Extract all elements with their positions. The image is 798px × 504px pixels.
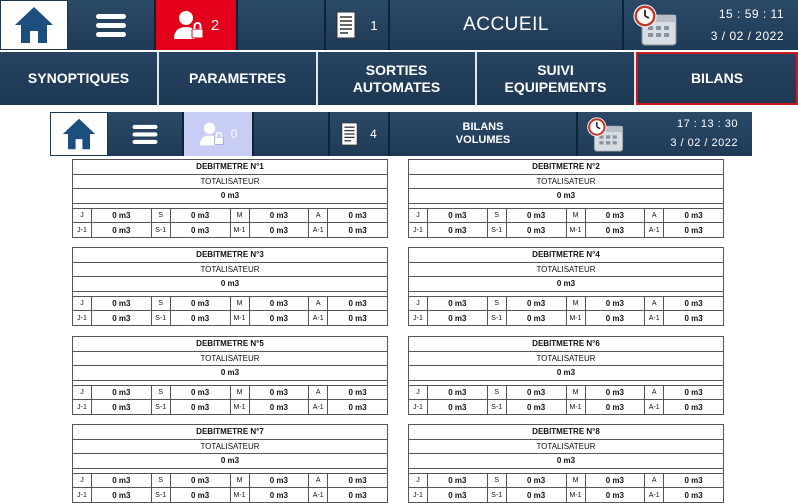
period-row bbox=[409, 488, 723, 502]
period-value: 0 m3 bbox=[250, 474, 310, 487]
period-value: 0 m3 bbox=[250, 209, 310, 222]
totalizer-value: 0 m3 bbox=[409, 366, 723, 381]
period-value: 0 m3 bbox=[92, 311, 152, 325]
period-value: 0 m3 bbox=[348, 313, 367, 323]
period-value: 0 m3 bbox=[428, 297, 488, 310]
period-label: M-1 bbox=[567, 223, 586, 237]
period-label: M bbox=[567, 386, 586, 399]
period-row bbox=[409, 311, 723, 325]
user-lock-icon bbox=[199, 120, 225, 148]
period-value: 0 m3 bbox=[348, 388, 367, 397]
period-value: 0 m3 bbox=[586, 386, 646, 399]
flowmeter-panel bbox=[408, 424, 724, 503]
flowmeter-panel bbox=[408, 336, 724, 415]
period-value: 0 m3 bbox=[507, 400, 567, 414]
period-value: 0 m3 bbox=[507, 223, 567, 237]
period-label: J-1 bbox=[73, 223, 92, 237]
period-label: S bbox=[152, 297, 171, 310]
period-value: 0 m3 bbox=[586, 297, 646, 310]
period-value: 0 m3 bbox=[684, 476, 703, 485]
period-row bbox=[73, 474, 387, 488]
period-value: 0 m3 bbox=[586, 311, 646, 325]
period-label: J bbox=[409, 209, 428, 222]
period-value: 0 m3 bbox=[586, 474, 646, 487]
user-lock-icon bbox=[173, 9, 205, 41]
alarm-button[interactable] bbox=[156, 0, 238, 50]
period-value: 0 m3 bbox=[348, 476, 367, 485]
flowmeter-title: DEBITMETRE N°8 bbox=[409, 425, 723, 440]
period-value: 0 m3 bbox=[684, 402, 703, 412]
period-label: A-1 bbox=[309, 223, 328, 237]
menu-button[interactable] bbox=[68, 0, 156, 50]
period-label: J bbox=[409, 474, 428, 487]
period-row bbox=[73, 311, 387, 325]
period-label: A bbox=[645, 297, 664, 310]
period-value: 0 m3 bbox=[171, 488, 231, 502]
period-value: 0 m3 bbox=[348, 211, 367, 220]
period-value: 0 m3 bbox=[171, 223, 231, 237]
sub-clock-date: 3 / 02 / 2022 bbox=[670, 137, 738, 149]
totalizer-label: TOTALISATEUR bbox=[73, 263, 387, 277]
alarm-count: 2 bbox=[210, 16, 220, 34]
period-label: A bbox=[309, 386, 328, 399]
totalizer-value: 0 m3 bbox=[409, 454, 723, 469]
period-label: S bbox=[488, 209, 507, 222]
period-label: J bbox=[409, 386, 428, 399]
period-value: 0 m3 bbox=[507, 386, 567, 399]
totalizer-label: TOTALISATEUR bbox=[409, 263, 723, 277]
sub-journal-count: 4 bbox=[370, 127, 377, 141]
main-navigation bbox=[0, 52, 798, 105]
period-label: M-1 bbox=[231, 488, 250, 502]
period-value: 0 m3 bbox=[684, 299, 703, 308]
period-value: 0 m3 bbox=[171, 400, 231, 414]
period-value: 0 m3 bbox=[684, 490, 703, 500]
nav-parametres[interactable]: PARAMETRES bbox=[159, 52, 318, 105]
period-row bbox=[73, 223, 387, 237]
period-label: J bbox=[73, 209, 92, 222]
period-value: 0 m3 bbox=[348, 402, 367, 412]
flowmeter-title: DEBITMETRE N°3 bbox=[73, 248, 387, 263]
sub-home-button[interactable] bbox=[50, 112, 108, 156]
totalizer-label: TOTALISATEUR bbox=[409, 440, 723, 454]
period-row bbox=[73, 209, 387, 223]
period-value: 0 m3 bbox=[171, 386, 231, 399]
period-value: 0 m3 bbox=[171, 297, 231, 310]
home-button[interactable] bbox=[0, 0, 68, 50]
period-label: A bbox=[645, 209, 664, 222]
period-label: J-1 bbox=[73, 400, 92, 414]
period-value: 0 m3 bbox=[348, 490, 367, 500]
period-value: 0 m3 bbox=[507, 474, 567, 487]
period-label: S bbox=[152, 386, 171, 399]
totalizer-value: 0 m3 bbox=[409, 277, 723, 292]
sub-alarm-button[interactable] bbox=[184, 112, 254, 156]
sub-blank-cell bbox=[254, 112, 330, 156]
period-label: M bbox=[231, 386, 250, 399]
period-value: 0 m3 bbox=[684, 313, 703, 323]
period-label: S-1 bbox=[152, 311, 171, 325]
period-label: S bbox=[152, 209, 171, 222]
period-value: 0 m3 bbox=[92, 400, 152, 414]
clock-calendar-icon bbox=[632, 3, 680, 47]
flowmeter-panel bbox=[72, 159, 388, 238]
period-label: M bbox=[231, 209, 250, 222]
period-label: M bbox=[567, 474, 586, 487]
period-value: 0 m3 bbox=[171, 311, 231, 325]
period-label: J bbox=[73, 297, 92, 310]
period-value: 0 m3 bbox=[250, 386, 310, 399]
period-value: 0 m3 bbox=[586, 209, 646, 222]
period-label: M bbox=[231, 297, 250, 310]
document-icon bbox=[341, 122, 358, 146]
period-label: A bbox=[309, 297, 328, 310]
period-value: 0 m3 bbox=[507, 488, 567, 502]
period-value: 0 m3 bbox=[348, 225, 367, 235]
period-label: M-1 bbox=[231, 311, 250, 325]
period-value: 0 m3 bbox=[428, 386, 488, 399]
flowmeter-title: DEBITMETRE N°1 bbox=[73, 160, 387, 175]
home-icon bbox=[13, 5, 55, 45]
flowmeter-title: DEBITMETRE N°4 bbox=[409, 248, 723, 263]
period-value: 0 m3 bbox=[92, 223, 152, 237]
nav-bilans[interactable]: BILANS bbox=[636, 52, 798, 105]
flowmeter-panel bbox=[72, 247, 388, 326]
totalizer-value: 0 m3 bbox=[73, 366, 387, 381]
totalizer-value: 0 m3 bbox=[73, 454, 387, 469]
period-label: M-1 bbox=[567, 488, 586, 502]
period-value: 0 m3 bbox=[586, 400, 646, 414]
period-label: S bbox=[488, 297, 507, 310]
period-label: A-1 bbox=[309, 400, 328, 414]
journal-button[interactable] bbox=[326, 0, 390, 50]
sub-alarm-count: 0 bbox=[230, 127, 238, 141]
period-value: 0 m3 bbox=[250, 223, 310, 237]
sub-clock-panel bbox=[578, 112, 752, 156]
period-value: 0 m3 bbox=[428, 488, 488, 502]
clock-panel bbox=[624, 0, 798, 50]
clock-date: 3 / 02 / 2022 bbox=[710, 29, 784, 43]
period-value: 0 m3 bbox=[507, 311, 567, 325]
clock-time: 15 : 59 : 11 bbox=[718, 7, 784, 21]
period-row bbox=[73, 488, 387, 502]
totalizer-value: 0 m3 bbox=[73, 277, 387, 292]
period-row bbox=[409, 209, 723, 223]
period-value: 0 m3 bbox=[684, 211, 703, 220]
totalizer-label: TOTALISATEUR bbox=[73, 175, 387, 189]
period-label: A bbox=[645, 386, 664, 399]
period-label: A-1 bbox=[645, 400, 664, 414]
period-row bbox=[409, 223, 723, 237]
period-value: 0 m3 bbox=[250, 400, 310, 414]
period-label: S-1 bbox=[488, 223, 507, 237]
period-value: 0 m3 bbox=[428, 311, 488, 325]
nav-sorties-automates[interactable]: SORTIES AUTOMATES bbox=[318, 52, 477, 105]
period-label: M bbox=[231, 474, 250, 487]
period-label: M-1 bbox=[567, 400, 586, 414]
period-value: 0 m3 bbox=[507, 297, 567, 310]
period-label: S bbox=[488, 474, 507, 487]
period-label: S-1 bbox=[152, 488, 171, 502]
flowmeter-title: DEBITMETRE N°2 bbox=[409, 160, 723, 175]
flowmeter-title: DEBITMETRE N°6 bbox=[409, 337, 723, 352]
nav-synoptiques[interactable]: SYNOPTIQUES bbox=[0, 52, 159, 105]
period-label: J-1 bbox=[409, 311, 428, 325]
period-label: J-1 bbox=[409, 223, 428, 237]
period-label: M-1 bbox=[231, 400, 250, 414]
period-label: A-1 bbox=[309, 311, 328, 325]
period-row bbox=[73, 386, 387, 400]
sub-clock-time: 17 : 13 : 30 bbox=[676, 118, 738, 130]
period-label: S-1 bbox=[152, 223, 171, 237]
period-value: 0 m3 bbox=[586, 488, 646, 502]
period-label: S-1 bbox=[488, 400, 507, 414]
period-label: A-1 bbox=[645, 311, 664, 325]
period-value: 0 m3 bbox=[684, 388, 703, 397]
clock-calendar-icon bbox=[586, 116, 626, 153]
period-value: 0 m3 bbox=[171, 209, 231, 222]
blank-header-cell bbox=[238, 0, 326, 50]
period-label: S bbox=[488, 386, 507, 399]
period-label: J-1 bbox=[409, 488, 428, 502]
nav-suivi-equipements[interactable]: SUIVI EQUIPEMENTS bbox=[477, 52, 636, 105]
sub-menu-button[interactable] bbox=[108, 112, 184, 156]
hamburger-icon bbox=[96, 13, 126, 37]
home-icon bbox=[61, 117, 97, 151]
period-row bbox=[409, 474, 723, 488]
period-value: 0 m3 bbox=[507, 209, 567, 222]
period-label: A bbox=[309, 209, 328, 222]
period-label: J bbox=[409, 297, 428, 310]
period-value: 0 m3 bbox=[250, 488, 310, 502]
period-label: A bbox=[309, 474, 328, 487]
period-value: 0 m3 bbox=[428, 474, 488, 487]
flowmeter-panel bbox=[72, 424, 388, 503]
sub-journal-button[interactable] bbox=[330, 112, 390, 156]
flowmeter-title: DEBITMETRE N°5 bbox=[73, 337, 387, 352]
period-value: 0 m3 bbox=[250, 297, 310, 310]
totalizer-label: TOTALISATEUR bbox=[73, 440, 387, 454]
period-value: 0 m3 bbox=[428, 400, 488, 414]
period-value: 0 m3 bbox=[171, 474, 231, 487]
sub-title-line2: VOLUMES bbox=[455, 134, 511, 146]
period-row bbox=[409, 386, 723, 400]
period-row bbox=[73, 400, 387, 414]
secondary-header-bar bbox=[50, 112, 752, 156]
period-label: M-1 bbox=[567, 311, 586, 325]
period-label: J bbox=[73, 474, 92, 487]
period-label: S-1 bbox=[488, 311, 507, 325]
period-label: J bbox=[73, 386, 92, 399]
sub-page-title bbox=[390, 112, 578, 156]
period-label: J-1 bbox=[73, 311, 92, 325]
period-value: 0 m3 bbox=[250, 311, 310, 325]
flowmeter-panel bbox=[408, 159, 724, 238]
flowmeter-panel bbox=[408, 247, 724, 326]
period-label: S bbox=[152, 474, 171, 487]
period-value: 0 m3 bbox=[684, 225, 703, 235]
period-value: 0 m3 bbox=[428, 223, 488, 237]
totalizer-value: 0 m3 bbox=[73, 189, 387, 204]
totalizer-label: TOTALISATEUR bbox=[409, 175, 723, 189]
period-value: 0 m3 bbox=[428, 209, 488, 222]
top-header-bar bbox=[0, 0, 798, 50]
period-value: 0 m3 bbox=[348, 299, 367, 308]
flowmeter-title: DEBITMETRE N°7 bbox=[73, 425, 387, 440]
flowmeter-panel bbox=[72, 336, 388, 415]
hamburger-icon bbox=[132, 124, 158, 144]
period-row bbox=[409, 297, 723, 311]
period-value: 0 m3 bbox=[92, 297, 152, 310]
period-value: 0 m3 bbox=[92, 474, 152, 487]
period-value: 0 m3 bbox=[92, 209, 152, 222]
period-row bbox=[409, 400, 723, 414]
period-value: 0 m3 bbox=[92, 488, 152, 502]
totalizer-value: 0 m3 bbox=[409, 189, 723, 204]
totalizer-label: TOTALISATEUR bbox=[73, 352, 387, 366]
period-label: M bbox=[567, 209, 586, 222]
journal-count: 1 bbox=[370, 17, 378, 33]
period-label: S-1 bbox=[152, 400, 171, 414]
period-label: A bbox=[645, 474, 664, 487]
period-value: 0 m3 bbox=[92, 386, 152, 399]
period-label: A-1 bbox=[309, 488, 328, 502]
period-value: 0 m3 bbox=[586, 223, 646, 237]
period-label: A-1 bbox=[645, 488, 664, 502]
document-icon bbox=[336, 11, 356, 39]
period-row bbox=[73, 297, 387, 311]
period-label: S-1 bbox=[488, 488, 507, 502]
period-label: A-1 bbox=[645, 223, 664, 237]
totalizer-label: TOTALISATEUR bbox=[409, 352, 723, 366]
sub-title-line1: BILANS bbox=[462, 121, 504, 133]
period-label: J-1 bbox=[409, 400, 428, 414]
period-label: M-1 bbox=[231, 223, 250, 237]
period-label: M bbox=[567, 297, 586, 310]
period-label: J-1 bbox=[73, 488, 92, 502]
page-title: ACCUEIL bbox=[390, 0, 624, 50]
